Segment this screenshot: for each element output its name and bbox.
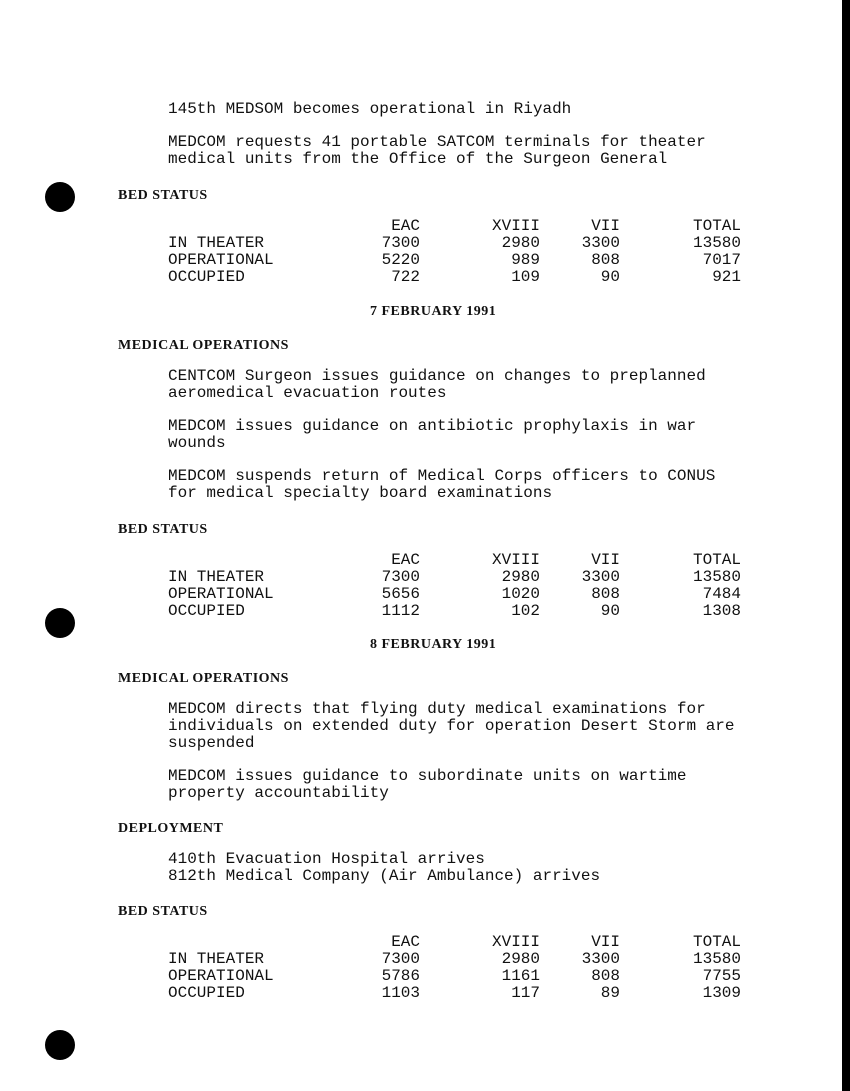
row-label: OCCUPIED	[168, 984, 245, 1002]
punch-hole	[45, 608, 75, 638]
table-row	[168, 968, 743, 985]
cell-eac: 5786	[381, 967, 420, 985]
cell-total: 13580	[692, 234, 741, 252]
date-heading: 7 FEBRUARY 1991	[370, 304, 497, 319]
cell-xviii: 2980	[501, 950, 540, 968]
row-label: IN THEATER	[168, 950, 265, 968]
cell-vii: 3300	[581, 568, 620, 586]
medops-item-line: MEDCOM issues guidance to subordinate units on wartime	[168, 767, 687, 785]
col-header-vii: VII	[591, 933, 620, 951]
cell-xviii: 117	[511, 984, 540, 1002]
row-label: OPERATIONAL	[168, 967, 274, 985]
cell-total: 7484	[702, 585, 741, 603]
cell-vii: 89	[600, 984, 620, 1002]
intro-item: 145th MEDSOM becomes operational in Riyadh	[168, 100, 572, 118]
cell-eac: 7300	[381, 234, 420, 252]
cell-vii: 90	[600, 602, 620, 620]
cell-vii: 3300	[581, 950, 620, 968]
cell-total: 13580	[692, 568, 741, 586]
row-label: IN THEATER	[168, 568, 265, 586]
cell-vii: 808	[591, 585, 620, 603]
cell-total: 1308	[702, 602, 741, 620]
section-heading-deployment: DEPLOYMENT	[118, 821, 224, 836]
date-heading: 8 FEBRUARY 1991	[370, 637, 497, 652]
cell-eac: 7300	[381, 568, 420, 586]
col-header-eac: EAC	[391, 217, 420, 235]
section-heading-medical-operations: MEDICAL OPERATIONS	[118, 671, 289, 686]
medops-item-line: MEDCOM directs that flying duty medical examinations for	[168, 700, 706, 718]
cell-vii: 90	[600, 268, 620, 286]
cell-total: 1309	[702, 984, 741, 1002]
cell-total: 921	[712, 268, 741, 286]
table-row	[168, 269, 743, 286]
col-header-vii: VII	[591, 551, 620, 569]
section-heading-medical-operations: MEDICAL OPERATIONS	[118, 338, 289, 353]
cell-xviii: 102	[511, 602, 540, 620]
col-header-total: TOTAL	[692, 933, 741, 951]
cell-xviii: 109	[511, 268, 540, 286]
cell-eac: 722	[391, 268, 420, 286]
intro-item-line: MEDCOM requests 41 portable SATCOM terminals for theater	[168, 133, 706, 151]
table-header-row	[168, 552, 743, 569]
medops-item-line: individuals on extended duty for operation Desert Storm are	[168, 717, 735, 735]
col-header-total: TOTAL	[692, 551, 741, 569]
cell-total: 13580	[692, 950, 741, 968]
row-label: OPERATIONAL	[168, 251, 274, 269]
cell-eac: 1112	[381, 602, 420, 620]
cell-vii: 808	[591, 967, 620, 985]
section-heading-bed-status: BED STATUS	[118, 188, 208, 203]
page-edge-bar	[842, 0, 850, 1091]
cell-eac: 5220	[381, 251, 420, 269]
row-label: OPERATIONAL	[168, 585, 274, 603]
section-heading-bed-status: BED STATUS	[118, 522, 208, 537]
medops-item-line: MEDCOM suspends return of Medical Corps officers to CONUS	[168, 467, 716, 485]
section-heading-bed-status: BED STATUS	[118, 904, 208, 919]
table-header-row	[168, 934, 743, 951]
punch-hole	[45, 182, 75, 212]
bed-status-table	[168, 218, 743, 286]
row-label: OCCUPIED	[168, 268, 245, 286]
cell-xviii: 2980	[501, 234, 540, 252]
medops-item-line: CENTCOM Surgeon issues guidance on changes to preplanned	[168, 367, 706, 385]
table-row	[168, 252, 743, 269]
cell-vii: 3300	[581, 234, 620, 252]
cell-xviii: 989	[511, 251, 540, 269]
col-header-eac: EAC	[391, 933, 420, 951]
table-row	[168, 951, 743, 968]
bed-status-table	[168, 552, 743, 620]
cell-eac: 5656	[381, 585, 420, 603]
table-row	[168, 603, 743, 620]
medops-item-line: suspended	[168, 734, 255, 752]
col-header-eac: EAC	[391, 551, 420, 569]
punch-hole	[45, 1030, 75, 1060]
table-row	[168, 985, 743, 1002]
deployment-item: 812th Medical Company (Air Ambulance) arrives	[168, 867, 601, 885]
medops-item-line: for medical specialty board examinations	[168, 484, 553, 502]
medops-item-line: MEDCOM issues guidance on antibiotic prophylaxis in war	[168, 417, 697, 435]
row-label: OCCUPIED	[168, 602, 245, 620]
cell-total: 7017	[702, 251, 741, 269]
cell-xviii: 1020	[501, 585, 540, 603]
table-row	[168, 235, 743, 252]
bed-status-table	[168, 934, 743, 1002]
medops-item-line: wounds	[168, 434, 226, 452]
table-row	[168, 586, 743, 603]
table-header-row	[168, 218, 743, 235]
deployment-item: 410th Evacuation Hospital arrives	[168, 850, 485, 868]
cell-eac: 7300	[381, 950, 420, 968]
medops-item-line: property accountability	[168, 784, 389, 802]
col-header-xviii: XVIII	[491, 217, 540, 235]
intro-item-line: medical units from the Office of the Surgeon General	[168, 150, 668, 168]
col-header-vii: VII	[591, 217, 620, 235]
col-header-xviii: XVIII	[491, 551, 540, 569]
row-label: IN THEATER	[168, 234, 265, 252]
cell-xviii: 1161	[501, 967, 540, 985]
cell-total: 7755	[702, 967, 741, 985]
medops-item-line: aeromedical evacuation routes	[168, 384, 447, 402]
table-row	[168, 569, 743, 586]
cell-vii: 808	[591, 251, 620, 269]
cell-xviii: 2980	[501, 568, 540, 586]
col-header-xviii: XVIII	[491, 933, 540, 951]
cell-eac: 1103	[381, 984, 420, 1002]
col-header-total: TOTAL	[692, 217, 741, 235]
